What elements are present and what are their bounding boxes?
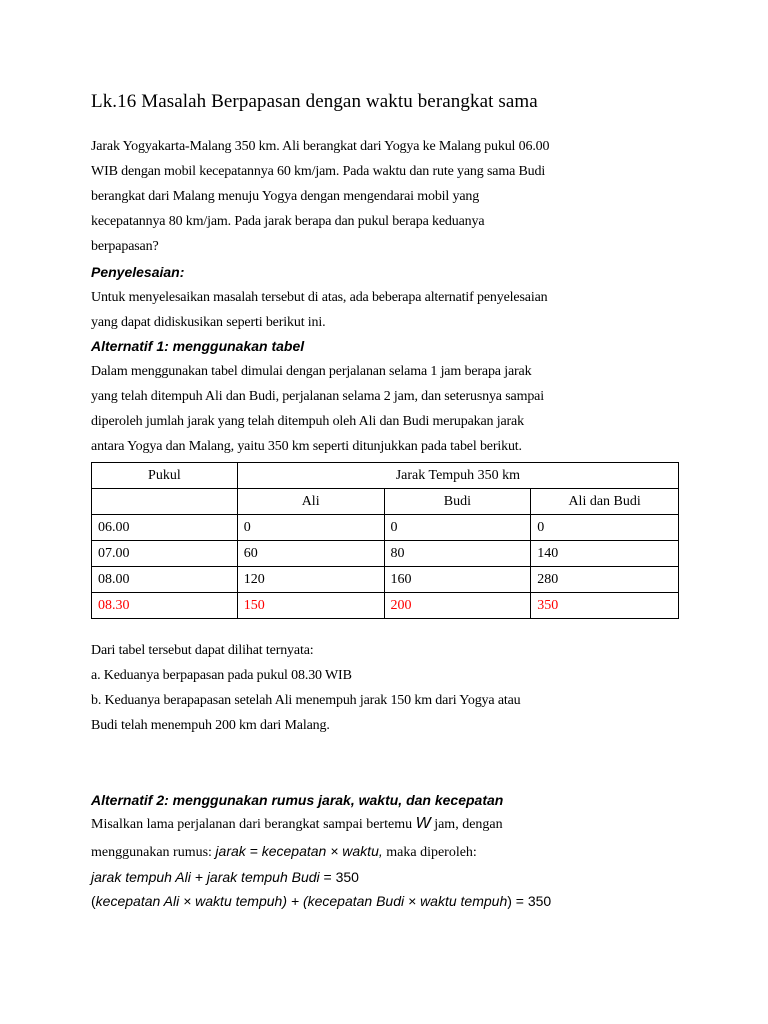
table-cell: 80 bbox=[384, 541, 531, 567]
problem-statement bbox=[91, 134, 549, 259]
table-cell: 280 bbox=[531, 567, 679, 593]
formula-text: jarak tempuh Ali + jarak tempuh Budi bbox=[91, 869, 320, 885]
table-cell: 0 bbox=[531, 515, 679, 541]
table-subheader-row bbox=[92, 489, 679, 515]
table-cell: 08.00 bbox=[92, 567, 238, 593]
page-title: Lk.16 Masalah Berpapasan dengan waktu berangkat sama bbox=[91, 91, 538, 112]
problem-line: kecepatannya 80 km/jam. Pada jarak berapa dan pukul berapa keduanya bbox=[91, 214, 485, 229]
alternative-2-line-1 bbox=[91, 815, 503, 833]
table-cell: 08.30 bbox=[92, 593, 238, 619]
table-cell: 07.00 bbox=[92, 541, 238, 567]
distance-table bbox=[91, 462, 679, 619]
alt2-text: Misalkan lama perjalanan dari berangkat sampai bertemu bbox=[91, 817, 416, 832]
alt1-line: antara Yogya dan Malang, yaitu 350 km seperti ditunjukkan pada tabel berikut. bbox=[91, 439, 522, 454]
header-pukul: Pukul bbox=[92, 463, 238, 489]
table-cell: 60 bbox=[237, 541, 384, 567]
table-row bbox=[92, 567, 679, 593]
problem-line: berpapasan? bbox=[91, 239, 159, 254]
table-cell: 06.00 bbox=[92, 515, 238, 541]
table-cell: 120 bbox=[237, 567, 384, 593]
alt2-text: jam, dengan bbox=[430, 817, 503, 832]
table-cell: 350 bbox=[531, 593, 679, 619]
table-cell: 160 bbox=[384, 567, 531, 593]
table-cell: 150 bbox=[237, 593, 384, 619]
alt1-line: yang telah ditempuh Ali dan Budi, perjalanan selama 2 jam, dan seterusnya sampai bbox=[91, 389, 544, 404]
alt1-line: diperoleh jumlah jarak yang telah ditempuh oleh Ali dan Budi merupakan jarak bbox=[91, 414, 524, 429]
intro-line: Untuk menyelesaikan masalah tersebut di atas, ada beberapa alternatif penyelesaian bbox=[91, 290, 548, 305]
alternative-2-line-2 bbox=[91, 843, 477, 861]
formula-value: = 350 bbox=[319, 869, 359, 885]
variable-w: W bbox=[415, 815, 431, 832]
table-cell: 0 bbox=[384, 515, 531, 541]
conclusion-line: b. Keduanya berapapasan setelah Ali menempuh jarak 150 km dari Yogya atau bbox=[91, 693, 521, 708]
problem-line: berangkat dari Malang menuju Yogya dengan mengendarai mobil yang bbox=[91, 189, 480, 204]
formula-paren: ) bbox=[507, 893, 512, 909]
formula-text: kecepatan Ali × waktu tempuh) + (kecepatan Budi × waktu tempuh bbox=[95, 893, 508, 909]
alt2-text: maka diperoleh: bbox=[382, 845, 477, 860]
subheader-budi: Budi bbox=[384, 489, 531, 515]
subheader-ali: Ali bbox=[237, 489, 384, 515]
header-jarak-tempuh: Jarak Tempuh 350 km bbox=[237, 463, 678, 489]
problem-line: WIB dengan mobil kecepatannya 60 km/jam. Pada waktu dan rute yang sama Budi bbox=[91, 164, 546, 179]
table-cell bbox=[92, 489, 238, 515]
intro-paragraph bbox=[91, 285, 548, 335]
solution-heading: Penyelesaian: bbox=[91, 264, 185, 280]
alternative-1-paragraph bbox=[91, 359, 544, 459]
conclusion-line: Dari tabel tersebut dapat dilihat ternyata: bbox=[91, 643, 314, 658]
conclusion-line: a. Keduanya berpapasan pada pukul 08.30 WIB bbox=[91, 668, 352, 683]
table-cell: 200 bbox=[384, 593, 531, 619]
alternative-2-heading: Alternatif 2: menggunakan rumus jarak, waktu, dan kecepatan bbox=[91, 792, 504, 808]
table-row bbox=[92, 515, 679, 541]
alternative-1-heading: Alternatif 1: menggunakan tabel bbox=[91, 338, 305, 354]
table-cell: 0 bbox=[237, 515, 384, 541]
conclusion-paragraph bbox=[91, 638, 521, 738]
alt2-text: menggunakan rumus: bbox=[91, 845, 216, 860]
formula-line-2 bbox=[91, 893, 551, 909]
conclusion-line: Budi telah menempuh 200 km dari Malang. bbox=[91, 718, 330, 733]
alt1-line: Dalam menggunakan tabel dimulai dengan perjalanan selama 1 jam berapa jarak bbox=[91, 364, 532, 379]
table-row-highlighted bbox=[92, 593, 679, 619]
problem-line: Jarak Yogyakarta-Malang 350 km. Ali berangkat dari Yogya ke Malang pukul 06.00 bbox=[91, 139, 550, 154]
table-header-row bbox=[92, 463, 679, 489]
formula-value: = 350 bbox=[511, 893, 552, 909]
formula-jarak: jarak = kecepatan × waktu, bbox=[215, 843, 383, 859]
intro-line: yang dapat didiskusikan seperti berikut ini. bbox=[91, 315, 326, 330]
table-row bbox=[92, 541, 679, 567]
formula-line-1 bbox=[91, 869, 359, 885]
formula-paren: ( bbox=[91, 893, 96, 909]
subheader-ali-dan-budi: Ali dan Budi bbox=[531, 489, 679, 515]
table-cell: 140 bbox=[531, 541, 679, 567]
